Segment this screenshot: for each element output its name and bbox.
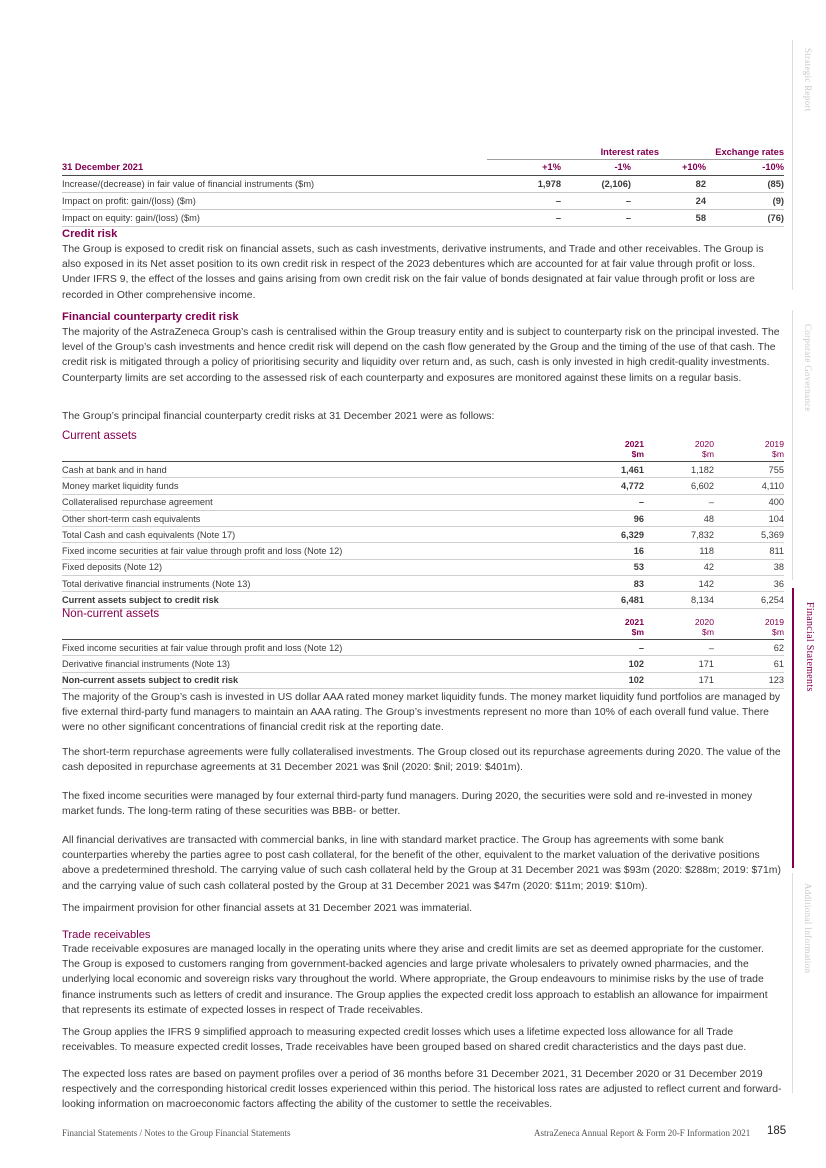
credit-risk-text: The Group is exposed to credit risk on financial assets, such as cash investments, derivative instruments, and Trade and other receivables. The Group is also exposed in its Net asset position to its own credit risk in respect of the 2023 debentures which are accounted for at fair value through profit or loss. Under IFRS 9, the effect of the losses and gains arising from own credit risk on the fair value of bonds designated at fair value through profit or loss are recorded in Other comprehensive income. xyxy=(62,244,764,301)
exchange-rates-group: Exchange rates xyxy=(638,147,784,160)
credit-risk-title: Credit risk xyxy=(62,228,118,240)
header-2019: 2019 $m xyxy=(714,607,784,640)
header-2019: 2019 $m xyxy=(714,429,784,462)
paragraph-impairment: The impairment provision for other financial assets at 31 December 2021 was immaterial. xyxy=(62,903,473,914)
table-row: Total derivative financial instruments (Note 13) 83 142 36 xyxy=(62,576,784,592)
footer-breadcrumb: Financial Statements / Notes to the Group Financial Statements xyxy=(62,1128,291,1138)
row-label: Increase/(decrease) in fair value of financial instruments ($m) xyxy=(62,176,486,193)
paragraph-derivatives: All financial derivatives are transacted with commercial banks, in line with standard market practice. The Group has agreements with some bank counterparties whereby the parties agree to post cash collateral, for the benefit of the other, equivalent to the market valuation of the derivative positions above a predetermined threshold. The carrying value of such cash collateral held by the Group at 31 December 2021 was $93m (2020: $288m; 2019: $71m) and the carrying value of such cash collateral posted by the Group at 31 December 2021 was $47m (2020: $11m; 2019: $10m). xyxy=(62,835,781,892)
total-row: Non-current assets subject to credit risk 102 171 123 xyxy=(62,672,784,688)
counterparty-text: The majority of the AstraZeneca Group’s cash is centralised within the Group treasury entity and is subject to counterparty risk on the principal invested. The level of the Group’s cash investments and hence credit risk will depend on the cash flow generated by the Group and the timing of the use of that cash. The credit risk is mitigated through a policy of prioritising security and liquidity over return and, as such, cash is only invested in high credit-quality investments. Counterparty limits are set according to the assessed risk of each counterparty and exposures are monitored against these limits on a regular basis. xyxy=(62,327,780,384)
sensitivity-header-plus10: +10% xyxy=(631,158,706,176)
sensitivity-header-minus1: -1% xyxy=(561,158,631,176)
header-2021: 2021 $m xyxy=(584,429,644,462)
cell-value: – xyxy=(561,210,631,227)
table-row: Money market liquidity funds 4,772 6,602 4,110 xyxy=(62,478,784,494)
sensitivity-header-row xyxy=(62,158,784,176)
row-label: Impact on equity: gain/(loss) ($m) xyxy=(62,210,486,227)
cell-value: (85) xyxy=(706,176,784,193)
tab-corporate-governance[interactable] xyxy=(792,310,826,580)
header-2020: 2020 $m xyxy=(644,429,714,462)
current-assets-title: Current assets xyxy=(62,430,137,442)
footer-publication: AstraZeneca Annual Report & Form 20-F Information 2021 xyxy=(534,1128,751,1138)
cell-value: (76) xyxy=(706,210,784,227)
table-row: Collateralised repurchase agreement – – 400 xyxy=(62,494,784,510)
row-label: Impact on profit: gain/(loss) ($m) xyxy=(62,193,486,210)
table-row: Derivative financial instruments (Note 13) 102 171 61 xyxy=(62,656,784,672)
paragraph-fixed-income: The fixed income securities were managed by four external third-party fund managers. During 2020, the securities were sold and re-invested in money market funds. The long-term rating of these securities was BBB- or better. xyxy=(62,791,753,818)
interest-rates-group: Interest rates xyxy=(487,147,697,160)
cell-value: – xyxy=(486,193,561,210)
tab-strategic-report[interactable] xyxy=(792,40,826,290)
paragraph-repurchase: The short-term repurchase agreements were fully collateralised investments. The Group closed out its repurchase agreements during 2020. The value of the cash deposited in repurchase agreements at 31 December 2021 was $nil (2020: $nil; 2019: $401m). xyxy=(62,747,781,774)
current-assets-header xyxy=(62,429,784,462)
sensitivity-header-label: 31 December 2021 xyxy=(62,158,486,176)
side-navigation xyxy=(792,0,826,1168)
table-row xyxy=(62,210,784,227)
counterparty-title: Financial counterparty credit risk xyxy=(62,311,239,323)
sensitivity-header-plus1: +1% xyxy=(486,158,561,176)
sensitivity-header-minus10: -10% xyxy=(706,158,784,176)
cell-value: 82 xyxy=(631,176,706,193)
cell-value: – xyxy=(486,210,561,227)
table-row: Total Cash and cash equivalents (Note 17) 6,329 7,832 5,369 xyxy=(62,527,784,543)
table-row: Other short-term cash equivalents 96 48 104 xyxy=(62,510,784,526)
noncurrent-assets-header xyxy=(62,607,784,640)
cell-value: (9) xyxy=(706,193,784,210)
cell-value: 24 xyxy=(631,193,706,210)
total-row: Current assets subject to credit risk 6,481 8,134 6,254 xyxy=(62,592,784,608)
tab-additional-information[interactable] xyxy=(792,873,826,1093)
counterparty-intro: The Group’s principal financial counterparty credit risks at 31 December 2021 were as follows: xyxy=(62,411,495,422)
trade-paragraph-2: The Group applies the IFRS 9 simplified approach to measuring expected credit losses which uses a lifetime expected loss allowance for all Trade receivables. To measure expected credit losses, Trade receivables have been grouped based on shared credit characteristics and the days past due. xyxy=(62,1027,747,1054)
cell-value: (2,106) xyxy=(561,176,631,193)
trade-paragraph-1: Trade receivable exposures are managed locally in the operating units where they arise and credit limits are set as deemed appropriate for the customer. The Group is exposed to customers ranging from government-backed agencies and large private wholesalers to privately owned pharmacies, and the underlying local economic and sovereign risks vary throughout the world. Where appropriate, the Group endeavours to minimise risks by the use of trade finance instruments such as letters of credit and insurance. The Group applies the expected credit loss approach to establish an allowance for impairment that represents its estimate of expected losses in respect of Trade receivables. xyxy=(62,944,768,1016)
table-row xyxy=(62,193,784,210)
tab-label: Corporate Governance xyxy=(803,324,813,412)
trade-paragraph-3: The expected loss rates are based on payment profiles over a period of 36 months before 31 December 2021, 31 December 2020 or 31 December 2019 respectively and the corresponding historical credit losses experienced within this period. The historical loss rates are adjusted to reflect current and forward-looking information on macroeconomic factors affecting the ability of the customer to settle the receivables. xyxy=(62,1069,782,1111)
header-2020: 2020 $m xyxy=(644,607,714,640)
cell-value: – xyxy=(561,193,631,210)
table-row: Fixed income securities at fair value through profit and loss (Note 12) 16 118 811 xyxy=(62,543,784,559)
noncurrent-assets-table xyxy=(62,607,784,689)
table-row xyxy=(62,176,784,193)
tab-label: Additional Information xyxy=(803,883,813,974)
tab-label: Financial Statements xyxy=(804,602,815,692)
current-assets-table xyxy=(62,429,784,609)
header-2021: 2021 $m xyxy=(584,607,644,640)
sensitivity-data-table xyxy=(62,158,784,227)
cell-value: 1,978 xyxy=(486,176,561,193)
table-row: Cash at bank and in hand 1,461 1,182 755 xyxy=(62,462,784,478)
noncurrent-assets-title: Non-current assets xyxy=(62,608,160,620)
table-row: Fixed deposits (Note 12) 53 42 38 xyxy=(62,559,784,575)
cell-value: 58 xyxy=(631,210,706,227)
table-row: Fixed income securities at fair value through profit and loss (Note 12) – – 62 xyxy=(62,640,784,656)
trade-receivables-title: Trade receivables xyxy=(62,929,151,941)
paragraph-money-market: The majority of the Group’s cash is invested in US dollar AAA rated money market liquidity funds. The money market liquidity fund portfolios are managed by five external third-party fund managers to maintain an AAA rating. The Group’s investments represent no more than 10% of each overall fund value. There were no other significant concentrations of financial credit risk at the reporting date. xyxy=(62,692,781,734)
tab-financial-statements[interactable] xyxy=(792,588,826,868)
tab-label: Strategic Report xyxy=(803,48,813,112)
page-number: 185 xyxy=(767,1125,787,1137)
